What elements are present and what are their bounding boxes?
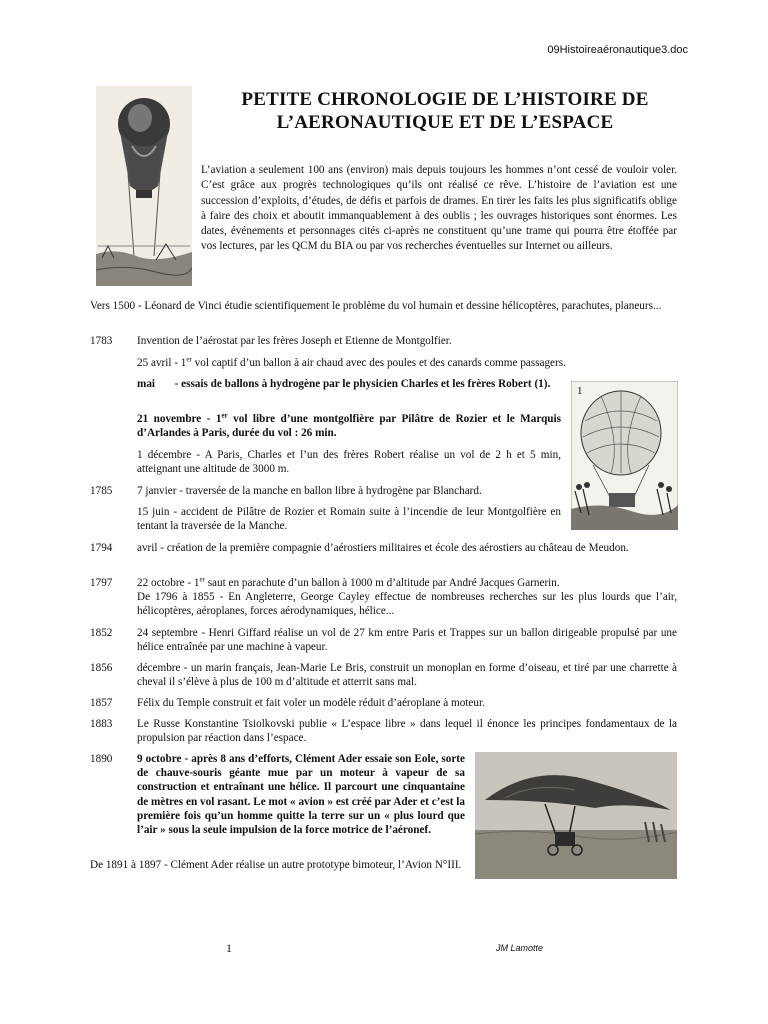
entry-1785-january: 7 janvier - traversée de la manche en ballon libre à hydrogène par Blanchard.: [137, 485, 482, 497]
entry-1783-november: [137, 412, 561, 440]
entry-1785-june: 15 juin - accident de Pilâtre de Rozier et Romain suite à l’incendie de leur Montgolfière en tentant la traversée de la Manche.: [137, 506, 561, 533]
entry-1797-october-sup: er: [199, 575, 205, 584]
page-number: 1: [226, 941, 232, 955]
entry-1891-text: De 1891 à 1897 - Clément Ader réalise un autre prototype bimoteur, l’Avion N°III.: [90, 859, 462, 871]
year-1857: 1857: [90, 697, 113, 709]
entry-1852: 24 septembre - Henri Giffard réalise un vol de 27 km entre Paris et Trappes sur un ballon dirigeable propulsé par une hélice entraînée par une machine à vapeur.: [137, 627, 677, 654]
intro-paragraph: L’aviation a seulement 100 ans (environ) mais depuis toujours les hommes n’ont cessé de vouloir voler. C’est grâce aux progrès technologiques qu’ils ont réalisé ce rêve. L’histoire de l’aviation est une succession d’exploits, d’études, de défis et parfois de drames. En tirer les faits les plus significatifs oblige à faire des choix et aboutit immanquablement à des oublis ; les ouvrages historiques sont énormes. Les dates, événements et personnages cités ci-après ne constituent qu’une trame qui pourra être étoffée par vos lectures, par les QCM du BIA ou par vos recherches éventuelles sur Internet ou ailleurs.: [201, 164, 677, 253]
entry-1783-april-post: vol captif d’un ballon à air chaud avec des poules et des canards comme passagers.: [191, 357, 566, 369]
year-1856: 1856: [90, 662, 113, 674]
year-1883: 1883: [90, 718, 113, 730]
entry-1891-1897: [90, 858, 470, 872]
entry-1783-november-sup: er: [221, 411, 228, 420]
entry-1783-november-post: vol libre d’une montgolfière par Pilâtre de Rozier et le Marquis d’Arlandes à Paris, durée du vol : 26 min.: [137, 413, 561, 440]
entry-1783-invention: Invention de l’aérostat par les frères Joseph et Etienne de Montgolfier.: [137, 335, 452, 347]
year-1852: 1852: [90, 627, 113, 639]
entry-1783-april-sup: er: [186, 355, 192, 364]
year-1783: 1783: [90, 335, 113, 347]
year-1890: 1890: [90, 753, 113, 765]
title-line-2: L’AERONAUTIQUE ET DE L’ESPACE: [276, 112, 614, 133]
page-title: [200, 88, 690, 134]
entry-1890: 9 octobre - après 8 ans d’efforts, Clément Ader essaie son Eole, sorte de chauve-souris géante mue par un moteur à vapeur de sa construction et entraînant une hélice. Il parcourt une cinquantaine de mètres en vol rasant. Le mot « avion » est créé par Ader et c’est la première fois qu’un homme quitte la terre sur un « plus lourd que l’air » sous la seule impulsion de la force motrice de l’aéronef.: [137, 753, 465, 837]
figure-label: 1: [577, 385, 583, 397]
entry-1856: décembre - un marin français, Jean-Marie Le Bris, construit un monoplan en forme d’oiseau, et tiré par une charrette à cheval il s’élève à plus de 100 m d’altitude et atterrit sans mal.: [137, 662, 677, 689]
entry-1783-april-pre: 25 avril - 1: [137, 357, 187, 369]
ader-eole-photo: [475, 752, 677, 879]
hydrogen-balloon-engraving-image: [571, 381, 678, 530]
entry-1783-december: 1 décembre - A Paris, Charles et l’un des frères Robert réalise un vol de 2 h et 5 min, atteignant une altitude de 3000 m.: [137, 449, 561, 476]
entry-1797-october-post: saut en parachute d’un ballon à 1000 m d’altitude par André Jacques Garnerin.: [204, 577, 560, 589]
entry-cayley: De 1796 à 1855 - En Angleterre, George Cayley effectue de nombreuses recherches sur les plus lourds que l’air, hélicoptères, aéroplanes, forces aérodynamiques, hélice...: [137, 591, 677, 618]
entry-1797-october: [137, 576, 677, 590]
entry-1794: avril - création de la première compagnie d’aérostiers militaires et école des aérostiers au château de Meudon.: [137, 542, 629, 554]
year-1797: 1797: [90, 577, 113, 589]
entry-1797-october-pre: 22 octobre - 1: [137, 577, 200, 589]
entry-1783-november-pre: 21 novembre - 1: [137, 413, 222, 425]
year-1785: 1785: [90, 485, 113, 497]
title-line-1: PETITE CHRONOLOGIE DE L’HISTOIRE DE: [241, 89, 649, 110]
entry-1883: Le Russe Konstantine Tsiolkovski publie « L’espace libre » dans lequel il énonce les principes fondamentaux de la propulsion par réaction dans l’espace.: [137, 718, 677, 745]
year-1794: 1794: [90, 542, 113, 554]
entry-1783-may: mai - essais de ballons à hydrogène par le physicien Charles et les frères Robert (1).: [137, 378, 551, 390]
entry-vers-1500: Vers 1500 - Léonard de Vinci étudie scientifiquement le problème du vol humain et dessine hélicoptères, parachutes, planeurs...: [90, 300, 662, 312]
author-footer: JM Lamotte: [496, 943, 544, 953]
document-filename: 09Histoireaéronautique3.doc: [547, 44, 688, 56]
entry-1857: Félix du Temple construit et fait voler un modèle réduit d’aéroplane à moteur.: [137, 697, 485, 709]
balloon-engraving-image: [96, 86, 192, 286]
entry-1783-april: [137, 356, 677, 370]
